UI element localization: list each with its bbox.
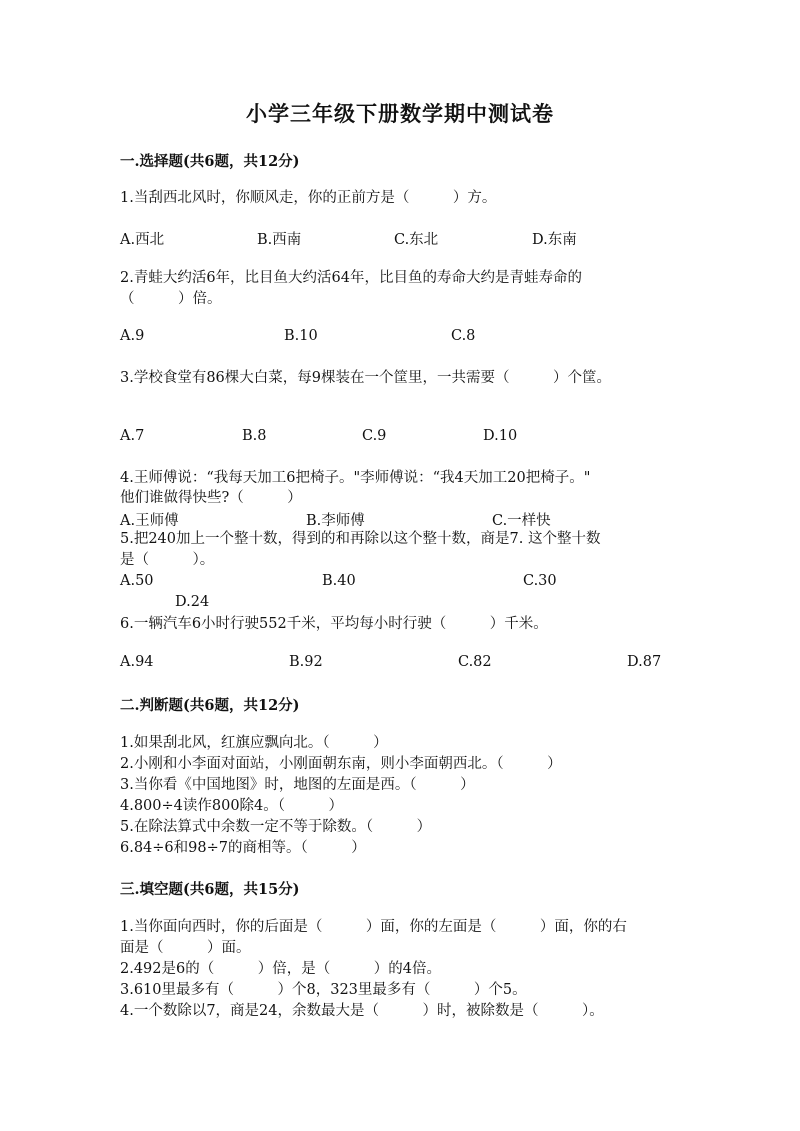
option: A.94 bbox=[120, 654, 154, 670]
question-text: 2.小刚和小李面对面站，小刚面朝东南，则小李面朝西北。（ ） bbox=[120, 756, 562, 772]
question-text: 3.610里最多有（ ）个8，323里最多有（ ）个5。 bbox=[120, 982, 527, 998]
section-heading-fill-blank: 三.填空题(共6题，共15分) bbox=[120, 881, 300, 898]
option: D.东南 bbox=[532, 232, 577, 248]
option: C.一样快 bbox=[492, 513, 551, 529]
option: B.8 bbox=[242, 428, 267, 444]
question-text: 6.84÷6和98÷7的商相等。（ ） bbox=[120, 840, 366, 856]
question-text: 4.一个数除以7，商是24，余数最大是（ ）时，被除数是（ ）。 bbox=[120, 1003, 604, 1019]
option: C.82 bbox=[458, 654, 492, 670]
question-text-cont: （ ）倍。 bbox=[120, 291, 222, 307]
question-text: 1.当你面向西时，你的后面是（ ）面，你的左面是（ ）面，你的右 bbox=[120, 919, 627, 935]
question-text: 4.王师傅说：“我每天加工6把椅子。"李师傅说：“我4天加工20把椅子。" bbox=[120, 470, 591, 486]
option: A.西北 bbox=[120, 232, 165, 248]
question-text: 5.把240加上一个整十数，得到的和再除以这个整十数，商是7. 这个整十数 bbox=[120, 531, 601, 547]
option: B.92 bbox=[289, 654, 323, 670]
option: D.87 bbox=[627, 654, 662, 670]
option: A.7 bbox=[120, 428, 145, 444]
option: B.40 bbox=[322, 573, 356, 589]
option: B.李师傅 bbox=[306, 513, 365, 529]
option: A.王师傅 bbox=[120, 513, 179, 529]
option: D.24 bbox=[175, 594, 210, 610]
question-text: 3.当你看《中国地图》时，地图的左面是西。（ ） bbox=[120, 777, 475, 793]
question-text-cont: 面是（ ）面。 bbox=[120, 940, 251, 956]
question-text-cont: 他们谁做得快些?（ ） bbox=[120, 490, 302, 506]
option: C.30 bbox=[523, 573, 557, 589]
question-text: 2.492是6的（ ）倍，是（ ）的4倍。 bbox=[120, 961, 441, 977]
option: A.9 bbox=[120, 328, 145, 344]
option: B.西南 bbox=[257, 232, 302, 248]
option: D.10 bbox=[483, 428, 518, 444]
option: A.50 bbox=[120, 573, 154, 589]
question-text: 5.在除法算式中余数一定不等于除数。（ ） bbox=[120, 819, 432, 835]
option: C.9 bbox=[362, 428, 387, 444]
page-title: 小学三年级下册数学期中测试卷 bbox=[246, 101, 554, 126]
option: B.10 bbox=[284, 328, 318, 344]
question-text: 1.如果刮北风，红旗应飘向北。（ ） bbox=[120, 735, 388, 751]
question-text: 6.一辆汽车6小时行驶552千米，平均每小时行驶（ ）千米。 bbox=[120, 616, 548, 632]
question-text: 4.800÷4读作800除4。（ ） bbox=[120, 798, 344, 814]
section-heading-judgement: 二.判断题(共6题，共12分) bbox=[120, 697, 300, 714]
question-text: 3.学校食堂有86棵大白菜，每9棵装在一个筐里，一共需要（ ）个筐。 bbox=[120, 370, 612, 386]
question-text: 2.青蛙大约活6年，比目鱼大约活64年，比目鱼的寿命大约是青蛙寿命的 bbox=[120, 270, 583, 286]
question-text-cont: 是（ ）。 bbox=[120, 552, 215, 568]
section-heading-choice: 一.选择题(共6题，共12分) bbox=[120, 153, 300, 170]
question-text: 1.当刮西北风时，你顺风走，你的正前方是（ ）方。 bbox=[120, 190, 497, 206]
option: C.8 bbox=[451, 328, 476, 344]
option: C.东北 bbox=[394, 232, 439, 248]
